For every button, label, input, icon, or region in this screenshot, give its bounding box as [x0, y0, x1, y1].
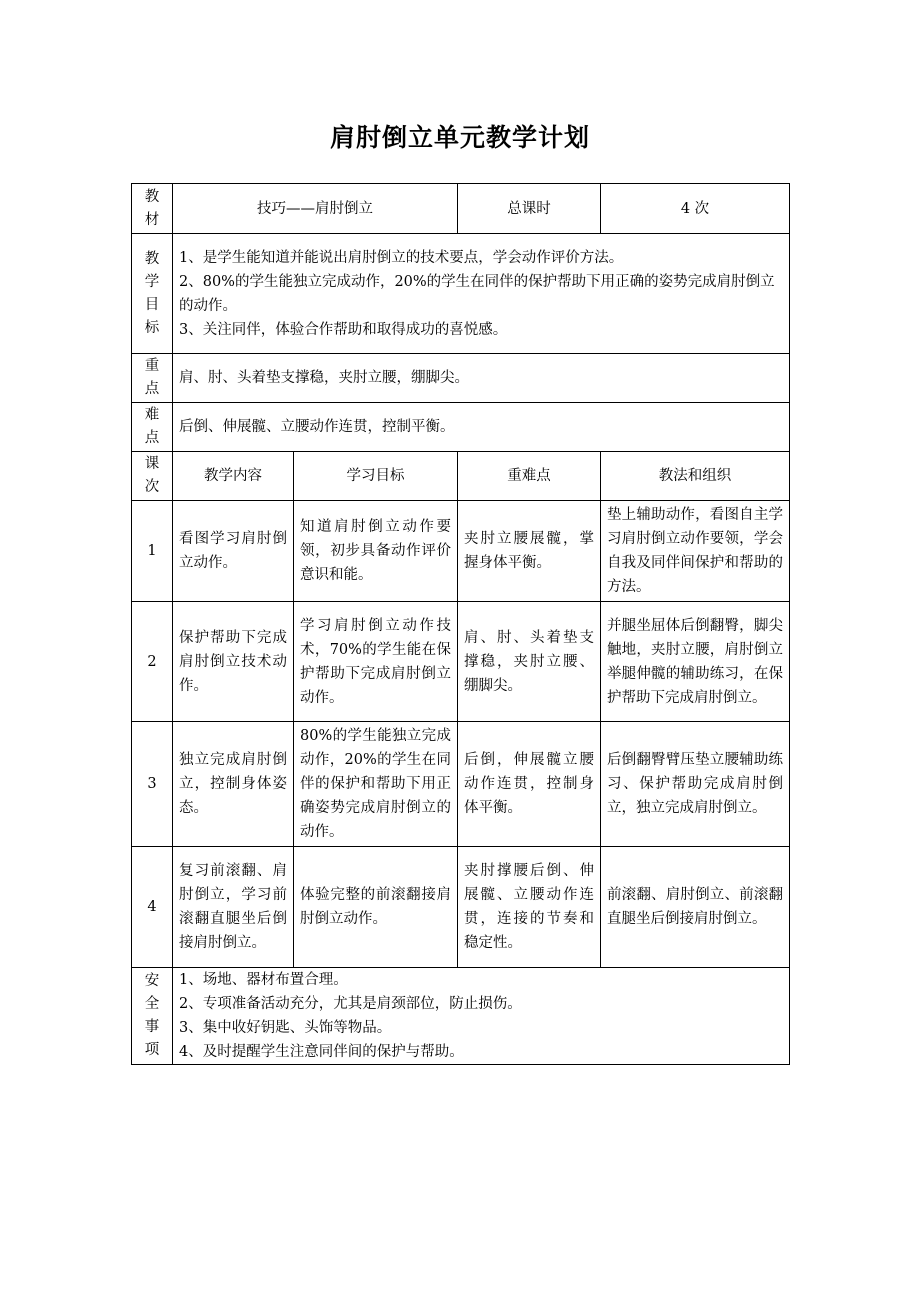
key-points-text: 肩、肘、头着垫支撑稳，夹肘立腰，绷脚尖。 — [173, 354, 790, 403]
material-value: 技巧——肩肘倒立 — [173, 184, 458, 234]
key-points-row — [132, 354, 790, 403]
lesson-row — [132, 847, 790, 968]
safety-line: 1、场地、器材布置合理。 — [179, 972, 348, 988]
lesson-method: 并腿坐屈体后倒翻臀，脚尖触地，夹肘立腰，肩肘倒立举腿伸髋的辅助练习，在保护帮助下完成肩肘倒立。 — [601, 602, 790, 722]
lesson-content: 看图学习肩肘倒立动作。 — [173, 501, 294, 602]
goal-line: 1、是学生能知道并能说出肩肘倒立的技术要点，学会动作评价方法。 — [179, 249, 624, 266]
lessons-header-row — [132, 452, 790, 501]
goal-line: 2、80%的学生能独立完成动作，20%的学生在同伴的保护帮助下用正确的姿势完成肩肘倒立的动作。 — [179, 273, 775, 314]
lesson-key-points: 肩、肘、头着垫支撑稳，夹肘立腰、绷脚尖。 — [458, 602, 601, 722]
material-label: 教 材 — [132, 184, 173, 234]
goals-row — [132, 234, 790, 354]
key-points-label: 重 点 — [132, 354, 173, 403]
material-row — [132, 184, 790, 234]
lesson-content: 保护帮助下完成肩肘倒立技术动作。 — [173, 602, 294, 722]
column-header-key: 重难点 — [458, 452, 601, 501]
total-lessons-label: 总课时 — [458, 184, 601, 234]
lesson-method: 后倒翻臀臂压垫立腰辅助练习、保护帮助完成肩肘倒立，独立完成肩肘倒立。 — [601, 722, 790, 847]
difficulty-row — [132, 403, 790, 452]
lesson-number: 3 — [132, 722, 173, 847]
lesson-key-points: 夹肘撑腰后倒、伸展髋、立腰动作连贯，连接的节奏和稳定性。 — [458, 847, 601, 968]
difficulty-text: 后倒、伸展髋、立腰动作连贯，控制平衡。 — [173, 403, 790, 452]
lesson-content: 复习前滚翻、肩肘倒立，学习前滚翻直腿坐后倒接肩肘倒立。 — [173, 847, 294, 968]
goal-line: 3、关注同伴，体验合作帮助和取得成功的喜悦感。 — [179, 321, 508, 338]
lesson-method: 前滚翻、肩肘倒立、前滚翻直腿坐后倒接肩肘倒立。 — [601, 847, 790, 968]
lesson-goal: 知道肩肘倒立动作要领，初步具备动作评价意识和能。 — [294, 501, 458, 602]
lesson-goal: 80%的学生能独立完成动作，20%的学生在同伴的保护和帮助下用正确姿势完成肩肘倒立的动作。 — [294, 722, 458, 847]
column-header-content: 教学内容 — [173, 452, 294, 501]
lesson-number: 2 — [132, 602, 173, 722]
lesson-number: 4 — [132, 847, 173, 968]
lesson-key-points: 夹肘立腰展髋，掌握身体平衡。 — [458, 501, 601, 602]
safety-text — [173, 968, 790, 1065]
lesson-row — [132, 722, 790, 847]
column-header-method: 教法和组织 — [601, 452, 790, 501]
safety-row — [132, 968, 790, 1065]
safety-line: 3、集中收好钥匙、头饰等物品。 — [179, 1020, 392, 1036]
page-title: 肩肘倒立单元教学计划 — [329, 123, 590, 152]
lesson-row — [132, 501, 790, 602]
lesson-row — [132, 602, 790, 722]
total-lessons-value: 4 次 — [601, 184, 790, 234]
lesson-goal: 学习肩肘倒立动作技术，70%的学生能在保护帮助下完成肩肘倒立动作。 — [294, 602, 458, 722]
goals-text — [173, 234, 790, 354]
safety-line: 2、专项准备活动充分，尤其是肩颈部位，防止损伤。 — [179, 996, 522, 1012]
lesson-key-points: 后倒，伸展髋立腰动作连贯，控制身体平衡。 — [458, 722, 601, 847]
lesson-content: 独立完成肩肘倒立，控制身体姿态。 — [173, 722, 294, 847]
difficulty-label: 难 点 — [132, 403, 173, 452]
lesson-number-header: 课 次 — [132, 452, 173, 501]
teaching-plan-table — [131, 183, 790, 1065]
safety-line: 4、及时提醒学生注意同伴间的保护与帮助。 — [179, 1044, 464, 1060]
lesson-method: 垫上辅助动作，看图自主学习肩肘倒立动作要领，学会自我及同伴间保护和帮助的方法。 — [601, 501, 790, 602]
goals-label: 教 学 目 标 — [132, 234, 173, 354]
safety-label: 安 全 事 项 — [132, 968, 173, 1065]
lesson-goal: 体验完整的前滚翻接肩肘倒立动作。 — [294, 847, 458, 968]
column-header-goal: 学习目标 — [294, 452, 458, 501]
lesson-number: 1 — [132, 501, 173, 602]
